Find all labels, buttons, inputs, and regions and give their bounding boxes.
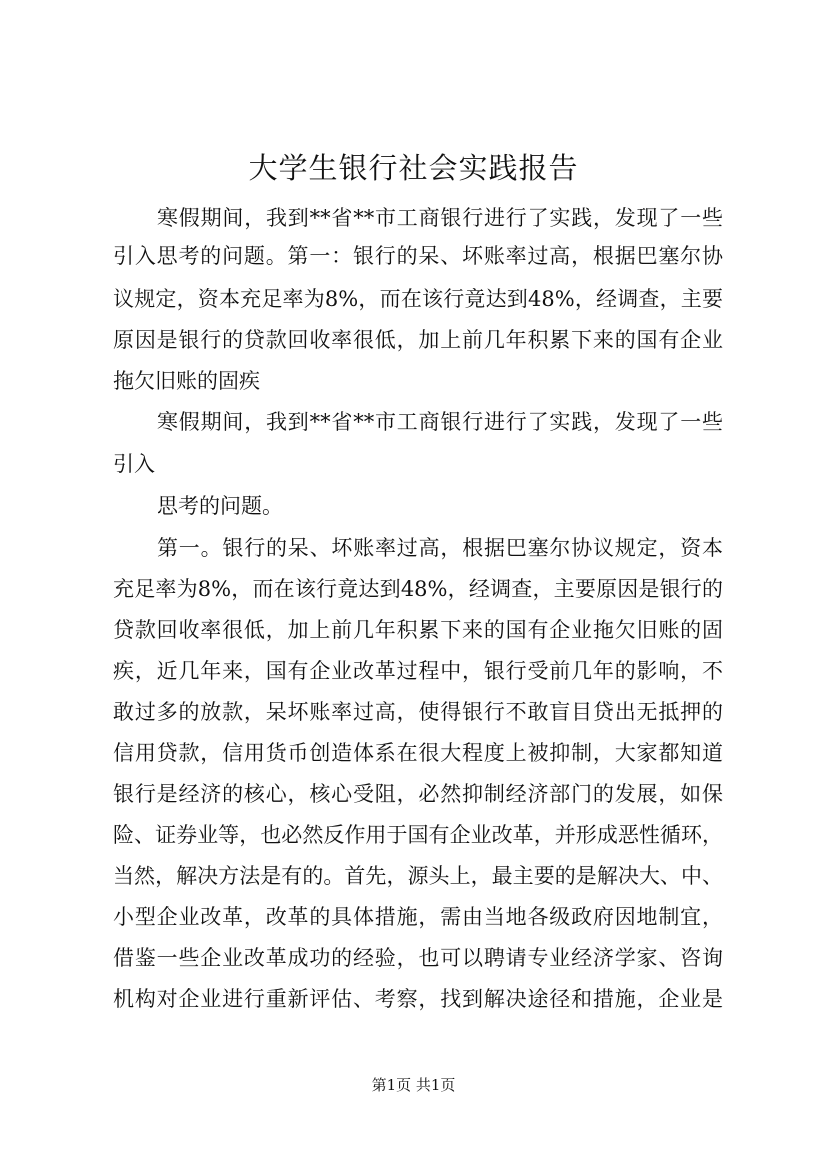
text-line: 引入 bbox=[113, 452, 155, 476]
document-title: 大学生银行社会实践报告 bbox=[248, 151, 579, 185]
text-line: 寒假期间，我到**省**市工商银行进行了实践，发现了一些 bbox=[157, 410, 723, 434]
text-line: 险、证券业等，也必然反作用于国有企业改革，并形成恶性循环， bbox=[113, 823, 723, 847]
text-line: 敢过多的放款，呆坏账率过高，使得银行不敢盲目贷出无抵押的 bbox=[113, 700, 723, 724]
text-line: 当然，解决方法是有的。首先，源头上，最主要的是解决大、中、 bbox=[113, 864, 723, 888]
text-line: 信用贷款，信用货币创造体系在很大程度上被抑制，大家都知道 bbox=[113, 741, 723, 765]
text-line: 小型企业改革，改革的具体措施，需由当地各级政府因地制宜， bbox=[113, 905, 723, 929]
text-line: 疾，近几年来，国有企业改革过程中，银行受前几年的影响，不 bbox=[113, 659, 723, 683]
text-line: 寒假期间，我到**省**市工商银行进行了实践，发现了一些 bbox=[157, 206, 723, 230]
text-line: 借鉴一些企业改革成功的经验，也可以聘请专业经济学家、咨询 bbox=[113, 946, 723, 970]
text-line: 引入思考的问题。第一：银行的呆、坏账率过高，根据巴塞尔协 bbox=[113, 244, 723, 268]
text-line: 贷款回收率很低，加上前几年积累下来的国有企业拖欠旧账的固 bbox=[113, 618, 723, 642]
text-line: 第一。银行的呆、坏账率过高，根据巴塞尔协议规定，资本 bbox=[157, 536, 723, 560]
text-line: 充足率为8%，而在该行竟达到48%，经调查，主要原因是银行的 bbox=[113, 577, 723, 601]
text-line: 议规定，资本充足率为8%，而在该行竟达到48%，经调查，主要 bbox=[113, 287, 723, 311]
text-line: 拖欠旧账的固疾 bbox=[113, 369, 260, 393]
text-line: 机构对企业进行重新评估、考察，找到解决途径和措施，企业是 bbox=[113, 987, 723, 1011]
page-footer: 第1页 共1页 bbox=[371, 1076, 456, 1094]
text-line: 原因是银行的贷款回收率很低，加上前几年积累下来的国有企业 bbox=[113, 328, 723, 352]
text-line: 银行是经济的核心，核心受阻，必然抑制经济部门的发展，如保 bbox=[113, 782, 723, 806]
text-line: 思考的问题。 bbox=[157, 494, 283, 518]
